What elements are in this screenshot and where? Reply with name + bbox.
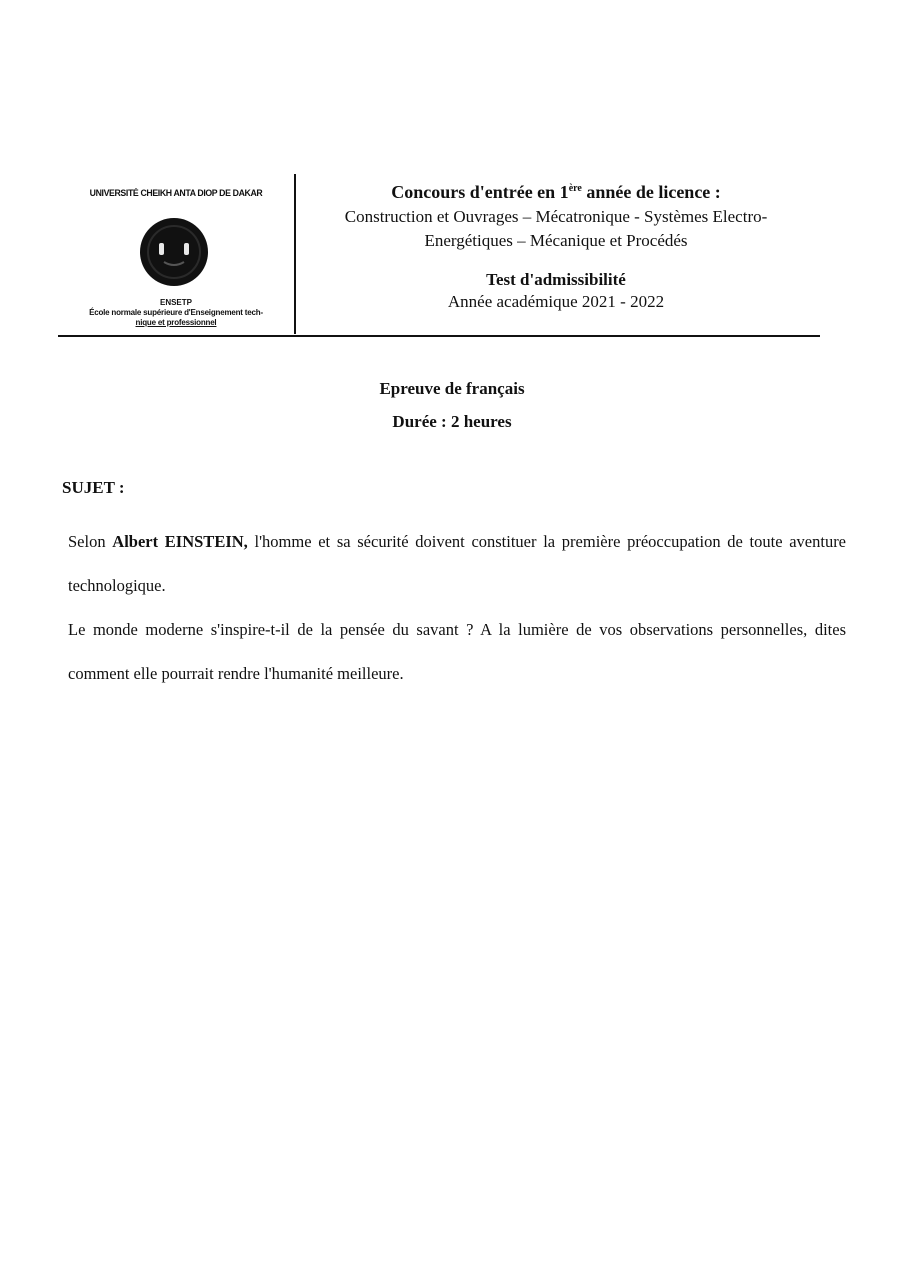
test-title: Test d'admissibilité — [486, 270, 626, 289]
subject-paragraph-2: Le monde moderne s'inspire-t-il de la pensée du savant ? A la lumière de vos observations personnelles, dites comment elle pourrait rendre l'humanité meilleure. — [68, 620, 846, 683]
school-abbreviation: ENSETP — [159, 298, 192, 307]
institution-block — [58, 188, 294, 327]
academic-year: Année académique 2021 - 2022 — [447, 292, 665, 311]
contest-block — [300, 176, 812, 313]
subject-p1-lead: Selon — [68, 532, 113, 551]
subject-heading: SUJET : — [62, 478, 125, 497]
subject-p1-rest: l'homme et sa sécurité doivent constituer la première préoccupation de toute aventure technologique. — [68, 532, 847, 595]
contest-title-text: Concours d'entrée en 1 — [391, 182, 569, 202]
header-horizontal-rule — [58, 335, 820, 337]
school-name-line-2: nique et professionnel — [135, 318, 217, 327]
contest-title-ordinal: ère — [568, 183, 582, 194]
subject-paragraph-1 — [68, 520, 846, 608]
contest-title — [300, 176, 812, 205]
header-vertical-divider — [294, 174, 296, 334]
exam-info — [0, 372, 904, 438]
subject-body — [68, 520, 846, 696]
university-seal-icon — [140, 218, 208, 286]
exam-duration: Durée : 2 heures — [392, 412, 512, 431]
subject-p1-name: Albert EINSTEIN, — [112, 532, 248, 551]
programs-list: Construction et Ouvrages – Mécatronique - Systèmes Electro-Energétiques – Mécanique et Procédés — [344, 207, 768, 250]
school-name-line-1: École normale supérieure d'Enseignement tech- — [89, 308, 263, 317]
exam-subject-title: Epreuve de français — [379, 379, 525, 398]
school-full-name — [58, 308, 294, 328]
university-name: UNIVERSITÉ CHEIKH ANTA DIOP DE DAKAR — [89, 188, 263, 199]
contest-title-suffix: année de licence : — [581, 182, 721, 202]
